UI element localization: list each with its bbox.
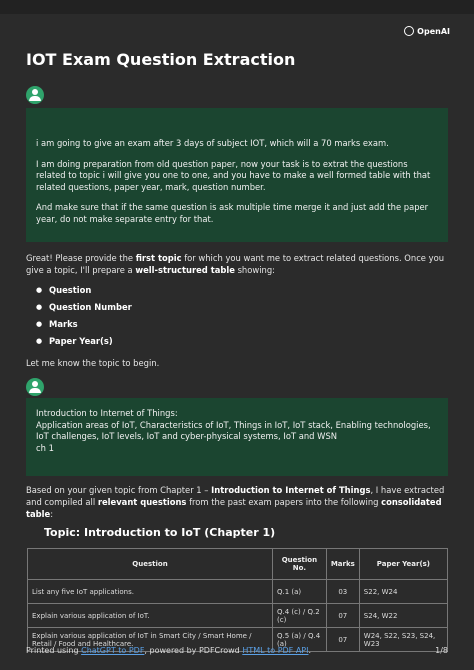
cell-question-no: Q.5 (a) / Q.4 (a) (272, 628, 326, 652)
field-list (36, 282, 132, 350)
closing-text: Let me know the topic to begin. (26, 358, 160, 368)
cell-years: S22, W24 (359, 580, 447, 604)
cell-question-no: Q.1 (a) (272, 580, 326, 604)
list-item: ● Question (36, 282, 132, 299)
table-row (28, 580, 448, 604)
column-header: Question (28, 549, 273, 580)
brand (404, 26, 450, 36)
assistant-reply-2 (26, 484, 448, 520)
list-item: ● Paper Year(s) (36, 333, 132, 350)
html-to-pdf-api-link[interactable]: HTML to PDF API (242, 646, 309, 655)
cell-marks: 03 (326, 580, 359, 604)
reply-closing (26, 357, 448, 369)
brand-label: OpenAI (417, 26, 450, 36)
list-item: ● Marks (36, 316, 132, 333)
cell-question: List any five IoT applications. (28, 580, 273, 604)
message-paragraph: i am going to give an exam after 3 days of subject IOT, which will a 70 marks exam. (36, 138, 389, 148)
reply-paragraph: Great! Please provide the first topic for which you want me to extract related questions. Once you give a topic, I'll prepare a well-structured table showing: (26, 253, 445, 275)
top-bar (0, 0, 474, 14)
reply-paragraph: Based on your given topic from Chapter 1 – Introduction to Internet of Things, I have extracted and compiled all relevant questions from the past exam papers into the following consolidated table: (26, 485, 445, 519)
page-title: IOT Exam Question Extraction (26, 50, 296, 69)
column-header: Question No. (272, 549, 326, 580)
user-avatar-icon (26, 378, 44, 396)
message-paragraph: I am doing preparation from old question paper, now your task is to extrat the questions related to topic i will give you one to one, and you have to make a well formed table with that related questions, paper year, mark, question number. (36, 158, 431, 192)
table-row (28, 604, 448, 628)
user-message-1 (26, 108, 448, 242)
cell-marks: 07 (326, 604, 359, 628)
chatgpt-to-pdf-link[interactable]: ChatGPT to PDF (81, 646, 145, 655)
print-footer: Printed using ChatGPT to PDF, powered by PDFCrowd HTML to PDF API. 1/8 (26, 646, 448, 655)
list-item: ● Question Number (36, 299, 132, 316)
message-line: ch 1 (36, 442, 54, 453)
message-line: Application areas of IoT, Characteristics of IoT, Things in IoT, IoT stack, Enabling technologies, IoT challenges, IoT levels, IoT and cyber-physical systems, IoT and WSN (36, 419, 431, 442)
column-header: Paper Year(s) (359, 549, 447, 580)
topic-heading: Topic: Introduction to IoT (Chapter 1) (44, 526, 276, 539)
questions-table (27, 548, 448, 652)
message-paragraph: And make sure that if the same question is ask multiple time merge it and just add the paper year, do not make separate entry for that. (36, 202, 429, 224)
user-avatar-icon (26, 86, 44, 104)
cell-question: Explain various application of IoT in Smart City / Smart Home / Retail / Food and Healthcare. (28, 628, 273, 652)
table-header-row (28, 549, 448, 580)
user-message-2 (26, 398, 448, 476)
page-number: 1/8 (435, 646, 448, 655)
cell-question-no: Q.4 (c) / Q.2 (c) (272, 604, 326, 628)
assistant-reply-1 (26, 252, 448, 276)
cell-years: W24, S22, S23, S24, W23 (359, 628, 447, 652)
cell-years: S24, W22 (359, 604, 447, 628)
message-line: Introduction to Internet of Things: (36, 408, 178, 418)
column-header: Marks (326, 549, 359, 580)
openai-logo-icon (404, 26, 414, 36)
cell-question: Explain various application of IoT. (28, 604, 273, 628)
cell-marks: 07 (326, 628, 359, 652)
